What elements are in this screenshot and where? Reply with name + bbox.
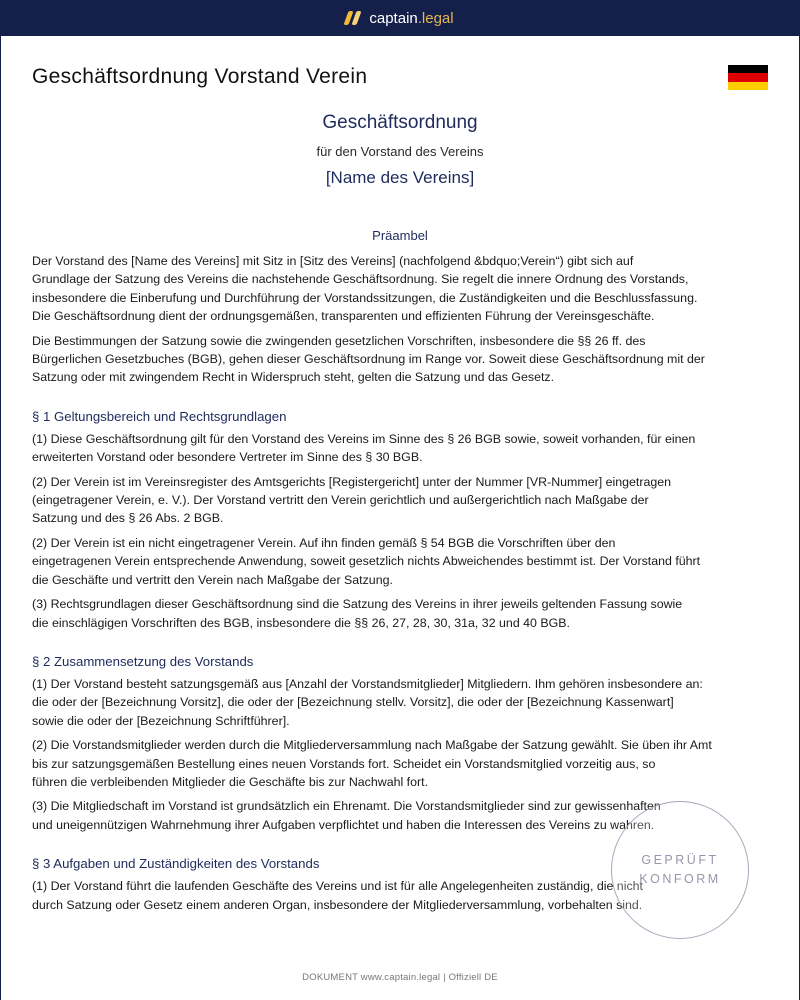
text-line: Satzung oder mit zwingendem Recht in Widerspruch steht, gelten die Satzung und das Gesetz. <box>32 370 555 385</box>
section-heading: § 2 Zusammensetzung des Vorstands <box>32 653 254 669</box>
text-line: Der Vorstand des [Name des Vereins] mit Sitz in [Sitz des Vereins] (nachfolgend &bdquo;Verein“) gibt sich auf <box>32 254 634 268</box>
section-paragraph <box>32 430 768 467</box>
text-line: Satzung und des § 26 Abs. 2 BGB. <box>32 511 224 526</box>
section-paragraph <box>32 736 768 791</box>
preamble-heading: Präambel <box>372 228 428 243</box>
section-1 <box>32 409 768 632</box>
text-line: führen die verbleibenden Mitglieder die Geschäfte bis zur Nachwahl fort. <box>32 774 429 789</box>
text-line: Bürgerlichen Gesetzbuches (BGB), gehen dieser Geschäftsordnung im Range vor. Soweit diese Geschäftsordnung mit der <box>32 352 705 367</box>
top-bar <box>0 0 800 36</box>
preamble-paragraph <box>32 332 768 387</box>
text-line: (3) Die Mitgliedschaft im Vorstand ist grundsätzlich ein Ehrenamt. Die Vorstandsmitglieder sind zur gewissenhaften <box>32 799 661 814</box>
section-paragraph <box>32 534 768 589</box>
text-line: (1) Der Vorstand besteht satzungsgemäß aus [Anzahl der Vorstandsmitglieder] Mitgliedern. Ihm gehören insbesondere an: <box>32 676 703 691</box>
text-line: die Geschäfte und vertritt den Verein nach Maßgabe der Satzung. <box>32 572 393 587</box>
heading-title: Geschäftsordnung <box>322 112 478 133</box>
text-line: und uneigennützigen Wahrnehmung ihrer Aufgaben verpflichtet und haben die Interessen des Vereins zu wahren. <box>32 817 655 832</box>
text-line: (3) Rechtsgrundlagen dieser Geschäftsordnung sind die Satzung des Vereins in ihrer jeweils geltenden Fassung sowie <box>32 597 683 612</box>
brand-mark-icon <box>344 11 362 25</box>
text-line: (2) Der Verein ist im Vereinsregister des Amtsgerichts [Registergericht] unter der Nummer [VR-Nummer] eingetragen <box>32 474 672 489</box>
page-footer: DOKUMENT www.captain.legal | Offiziell DE <box>302 972 498 983</box>
text-line: eingetragenen Verein entsprechende Anwendung, soweit gesetzlich nichts Abweichendes bestimmt ist. Der Vorstand führt <box>32 554 701 569</box>
text-line: Die Geschäftsordnung dient der ordnungsgemäßen, transparenten und effizienten Führung der Vereinsgeschäfte. <box>32 309 655 324</box>
text-line: (1) Der Vorstand führt die laufenden Geschäfte des Vereins und ist für alle Angelegenheiten zuständig, die nicht <box>32 879 643 894</box>
brand-name: captain <box>369 9 418 27</box>
section-paragraph <box>32 473 768 528</box>
brand-logo[interactable] <box>346 10 453 27</box>
preamble-paragraph <box>32 252 768 326</box>
heading-association-name: [Name des Vereins] <box>325 168 475 187</box>
text-line: sowie die oder der [Bezeichnung Schriftführer]. <box>32 713 290 728</box>
text-line: insbesondere die Einberufung und Durchführung der Vorstandssitzungen, die Zuständigkeiten und die Beschlussfassung. <box>32 290 698 305</box>
document-title: Geschäftsordnung Vorstand Verein <box>32 65 368 88</box>
text-line: erweiterten Vorstand oder besondere Vertreter im Sinne des § 30 BGB. <box>32 450 423 465</box>
text-line: Grundlage der Satzung des Vereins die nachstehende Geschäftsordnung. Sie regelt die innere Ordnung des Vorstands, <box>32 272 689 287</box>
text-line: die einschlägigen Vorschriften des BGB, insbesondere die §§ 26, 27, 28, 30, 31a, 32 und 40 BGB. <box>32 615 570 630</box>
section-paragraph <box>32 675 768 730</box>
text-line: (eingetragener Verein, e. V.). Der Vorstand vertritt den Verein gerichtlich und außergerichtlich nach Maßgabe der <box>32 493 649 508</box>
section-heading: § 3 Aufgaben und Zuständigkeiten des Vorstands <box>32 856 320 872</box>
section-paragraph <box>32 595 768 632</box>
section-heading: § 1 Geltungsbereich und Rechtsgrundlagen <box>32 408 287 424</box>
text-line: die oder der [Bezeichnung Vorsitz], die oder der [Bezeichnung stellv. Vorsitz], die oder der [Bezeichnung Kassenwart] <box>32 695 674 710</box>
german-flag-icon <box>728 65 768 90</box>
stamp-line-2: KONFORM <box>639 872 721 886</box>
verified-stamp <box>611 801 749 939</box>
text-line: (2) Der Verein ist ein nicht eingetragener Verein. Auf ihn finden gemäß § 54 BGB die Vorschriften über den <box>32 535 616 550</box>
text-line: bis zur satzungsgemäßen Bestellung eines neuen Vorstands fort. Scheidet ein Vorstandsmitglied vorzeitig aus, so <box>32 756 656 771</box>
stamp-line-1: GEPRÜFT <box>641 853 719 867</box>
text-line: (2) Die Vorstandsmitglieder werden durch die Mitgliederversammlung nach Maßgabe der Satzung gewählt. Sie üben ihr Amt <box>32 738 712 753</box>
text-line: Die Bestimmungen der Satzung sowie die zwingenden gesetzlichen Vorschriften, insbesondere die §§ 26 ff. des <box>32 333 646 348</box>
heading-subtitle: für den Vorstand des Vereins <box>316 144 484 159</box>
text-line: durch Satzung oder Gesetz einem anderen Organ, insbesondere der Mitgliederversammlung, vorbehalten sind. <box>32 897 643 912</box>
brand-tld: .legal <box>417 9 454 27</box>
preamble <box>32 252 768 387</box>
text-line: (1) Diese Geschäftsordnung gilt für den Vorstand des Vereins im Sinne des § 26 BGB sowie, soweit vorhanden, für einen <box>32 431 696 446</box>
